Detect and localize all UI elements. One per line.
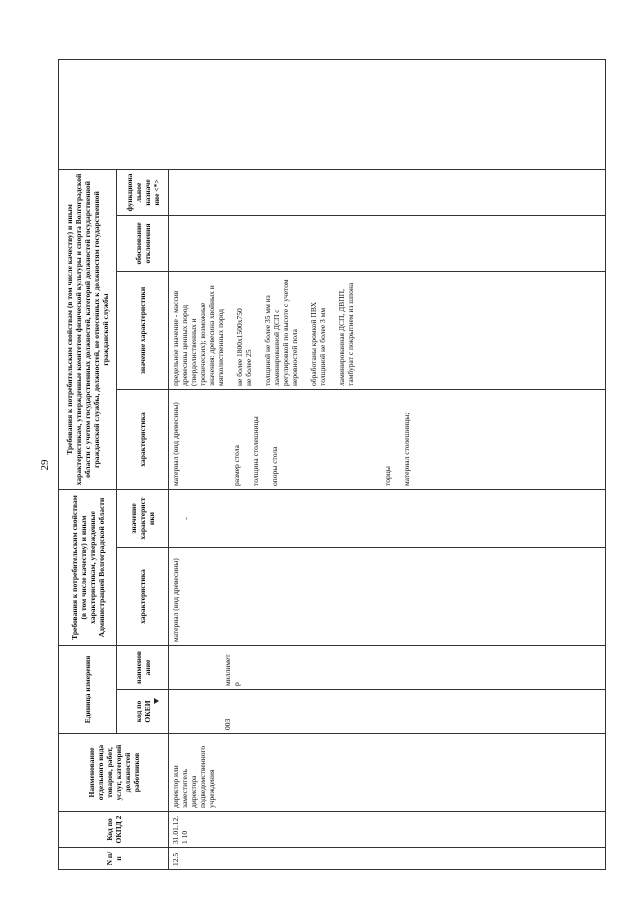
row-comm-char — [169, 389, 606, 489]
table-row — [169, 59, 606, 869]
spacer — [253, 275, 263, 386]
header-comm-func: функциона льное назначе ние <*> — [117, 169, 169, 215]
row-admin-char: материал (вид древесины) — [169, 547, 606, 645]
header-admin-val: значение характерист ики — [117, 489, 169, 547]
spacer — [180, 393, 232, 486]
comm-char-3: толщина столешницы — [251, 416, 260, 486]
header-unit-name: наименов ание — [117, 645, 169, 689]
spacer — [171, 693, 223, 730]
spacer — [392, 393, 402, 486]
spacer — [171, 493, 181, 544]
row-num: 12.5 — [169, 848, 606, 870]
row-comm-val — [169, 271, 606, 389]
comm-val-1: предельное значение - массив древесины ценных пород (твердолиственных и тропических); возможные значения: древесина хвойных и мягколиственных пород — [171, 285, 225, 386]
comm-char-6: материал столешницы; — [402, 412, 411, 486]
row-admin-val — [169, 489, 606, 547]
spacer — [225, 275, 235, 386]
spacer — [241, 393, 251, 486]
arrow-down-icon — [154, 698, 159, 704]
comm-char-5: торцы — [383, 466, 392, 486]
comm-val-4: толщиной не более 35 мм из ламинированной ДСП с регулировкой по высоте с учетом неровностей пола — [263, 279, 299, 386]
comm-char-4: опоры стола — [270, 446, 279, 486]
page-number: 29 — [39, 459, 51, 471]
unit-name-value: миллимет р — [223, 654, 241, 686]
comm-char-1: материал (вид древесины) — [171, 402, 180, 486]
spacer — [331, 393, 383, 486]
blank-right-column — [59, 59, 606, 169]
row-unit-code — [169, 690, 606, 734]
comm-val-2: не более 1800х1500х750 — [235, 308, 244, 386]
header-row-1 — [59, 59, 117, 869]
header-unit-group: Единица измерения — [59, 645, 117, 733]
header-admin-group: Требования к потребительским свойствам (в том числе качеству) и иным характеристикам, утвержденные Администрацией Волгоградской области — [59, 489, 117, 645]
spacer — [299, 275, 309, 386]
header-admin-char: характеристика — [117, 547, 169, 645]
admin-val-value: - — [181, 517, 190, 520]
row-name: директор или заместитель директора подведомственного учреждения — [169, 734, 606, 812]
header-committee-group: Требования к потребительским свойствам (в том числе качеству) и иным характеристикам, утвержденные комитетом физической культуры и спорта Волгоградской области с учетом государственных должностей, категорий должностей государственной гражданской службы, должностей, не отнесенных к должностям государственной гражданской службы — [59, 169, 117, 489]
header-comm-just: обоснование отклонения — [117, 215, 169, 271]
unit-code-value: 003 — [223, 718, 232, 730]
row-unit-name — [169, 645, 606, 689]
comm-val-6: ламинированная ДСП, ДВПП, тамбурат с покрытием из шпона — [337, 282, 355, 386]
row-comm-just — [169, 215, 606, 271]
comm-val-3: не более 25 — [244, 349, 253, 386]
header-comm-char: характеристика — [117, 389, 169, 489]
rotated-document — [36, 60, 611, 870]
requirements-table — [58, 59, 606, 870]
row-comm-func — [169, 169, 606, 215]
header-name: Наименование отдельного вида товаров, работ, услуг, категорий должностей работников — [59, 734, 169, 812]
spacer — [171, 649, 223, 686]
row-okpd: 31.01.12.1 10 — [169, 812, 606, 848]
header-comm-val: значение характеристики — [117, 271, 169, 389]
comm-char-2: размер стола — [232, 445, 241, 486]
header-num: N п/п — [59, 848, 169, 870]
header-okpd: Код по ОКПД 2 — [59, 812, 169, 848]
spacer — [260, 393, 270, 486]
comm-val-5: обработаны кромкой ПВХ толщиной не более 3 мм — [309, 301, 327, 386]
spacer — [327, 275, 337, 386]
spacer — [279, 393, 331, 486]
header-unit-code: код по ОКЕИ — [117, 690, 169, 734]
